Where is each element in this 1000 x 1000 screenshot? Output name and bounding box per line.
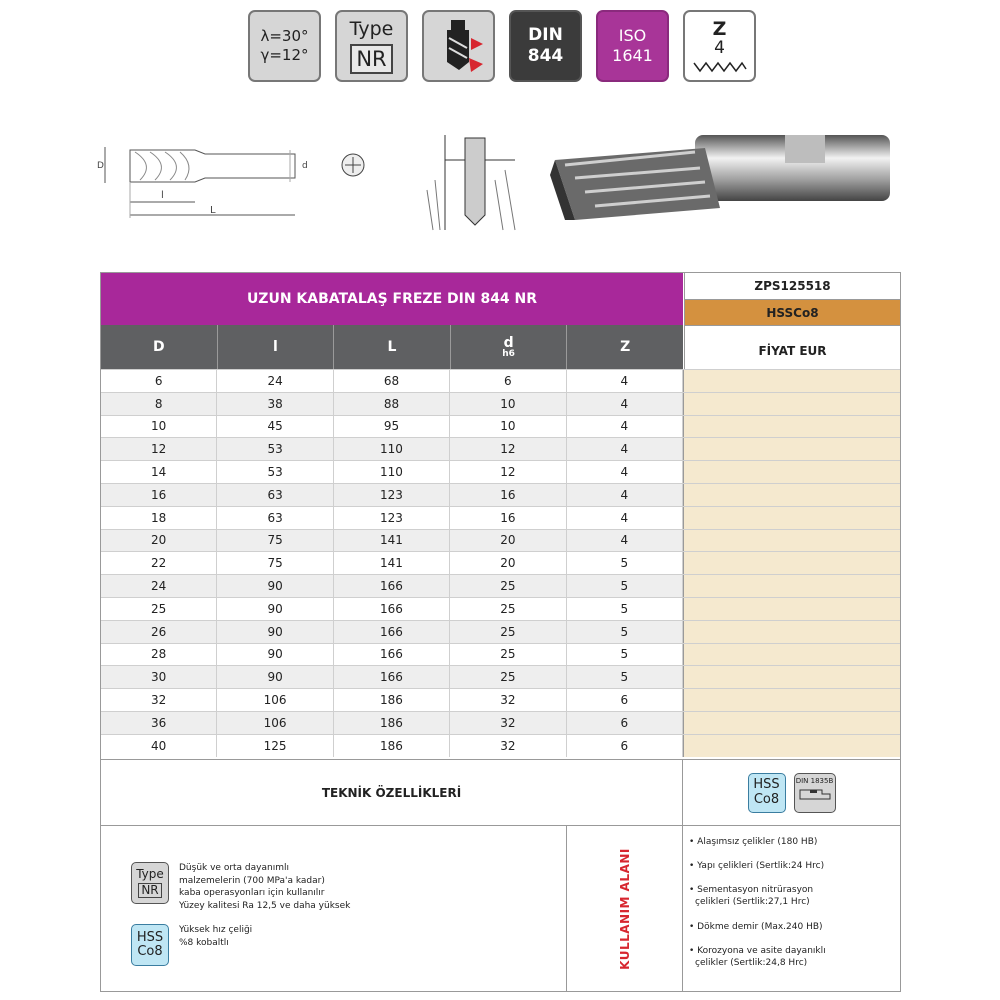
cell-L: 166 bbox=[334, 666, 450, 688]
cell-l: 125 bbox=[217, 735, 333, 757]
din-number: 844 bbox=[527, 46, 564, 66]
cell-Z: 6 bbox=[567, 735, 683, 757]
flute-length-label: l bbox=[161, 190, 164, 201]
price-cell bbox=[683, 644, 900, 666]
cell-Z: 5 bbox=[567, 666, 683, 688]
cell-d: 6 bbox=[450, 370, 566, 392]
product-table bbox=[100, 272, 901, 992]
hss-label: HSS bbox=[753, 777, 780, 793]
usage-area-label: KULLANIM ALANI bbox=[617, 847, 632, 970]
cell-d: 12 bbox=[450, 438, 566, 460]
cell-D: 22 bbox=[101, 552, 217, 574]
cell-Z: 5 bbox=[567, 598, 683, 620]
iso-label: ISO bbox=[618, 26, 647, 45]
price-cell bbox=[683, 438, 900, 460]
table-row bbox=[101, 551, 900, 574]
material-code: HSSCo8 bbox=[684, 299, 900, 325]
cell-D: 6 bbox=[101, 370, 217, 392]
usage-item: • Sementasyon nitrürasyon bbox=[689, 885, 814, 896]
cell-d: 20 bbox=[450, 530, 566, 552]
angle-badge bbox=[248, 10, 321, 82]
price-cell bbox=[683, 370, 900, 392]
cell-L: 68 bbox=[334, 370, 450, 392]
cell-d: 16 bbox=[450, 484, 566, 506]
table-row bbox=[101, 415, 900, 438]
cell-L: 110 bbox=[334, 438, 450, 460]
cell-l: 106 bbox=[217, 689, 333, 711]
hss-co8-icon bbox=[131, 924, 169, 966]
text-line: %8 kobaltlı bbox=[179, 937, 229, 948]
price-cell bbox=[683, 484, 900, 506]
feature-legend bbox=[101, 826, 567, 991]
z-value: 4 bbox=[714, 37, 725, 58]
technical-drawings bbox=[95, 120, 905, 240]
technical-features-row bbox=[101, 759, 900, 825]
cell-d: 10 bbox=[450, 416, 566, 438]
cell-D: 14 bbox=[101, 461, 217, 483]
spec-badges bbox=[248, 10, 756, 82]
usage-item: • Korozyona ve asite dayanıklı bbox=[689, 945, 826, 956]
cell-L: 186 bbox=[334, 689, 450, 711]
cell-L: 166 bbox=[334, 575, 450, 597]
table-row bbox=[101, 620, 900, 643]
cell-L: 186 bbox=[334, 735, 450, 757]
cell-l: 53 bbox=[217, 438, 333, 460]
header-label: D bbox=[152, 339, 165, 355]
header-L bbox=[334, 325, 451, 369]
cell-d: 25 bbox=[450, 666, 566, 688]
header-label: l bbox=[272, 339, 278, 355]
table-row bbox=[101, 483, 900, 506]
header-Z bbox=[567, 325, 683, 369]
lambda-angle: λ=30° bbox=[260, 27, 309, 46]
text-line: Yüksek hız çeliği bbox=[179, 925, 253, 936]
cell-Z: 4 bbox=[567, 393, 683, 415]
cell-Z: 4 bbox=[567, 507, 683, 529]
table-row bbox=[101, 643, 900, 666]
total-length-label: L bbox=[210, 205, 216, 216]
cell-L: 95 bbox=[334, 416, 450, 438]
nr-label: NR bbox=[138, 883, 161, 898]
cell-l: 63 bbox=[217, 484, 333, 506]
cell-d: 20 bbox=[450, 552, 566, 574]
cell-D: 36 bbox=[101, 712, 217, 734]
cell-l: 24 bbox=[217, 370, 333, 392]
price-cell bbox=[683, 416, 900, 438]
co8-label: Co8 bbox=[137, 944, 163, 960]
cell-d: 12 bbox=[450, 461, 566, 483]
price-cell bbox=[683, 393, 900, 415]
price-cell bbox=[683, 666, 900, 688]
cell-D: 24 bbox=[101, 575, 217, 597]
shank-shape-icon bbox=[798, 785, 832, 805]
shank-diameter-label: d bbox=[302, 161, 308, 171]
usage-item: • Dökme demir (Max.240 HB) bbox=[689, 921, 823, 932]
header-l bbox=[218, 325, 335, 369]
cell-D: 20 bbox=[101, 530, 217, 552]
cell-Z: 5 bbox=[567, 621, 683, 643]
hss-co8-legend bbox=[131, 924, 566, 966]
din-1835b-shank-icon bbox=[794, 773, 836, 813]
cell-l: 75 bbox=[217, 552, 333, 574]
cell-Z: 4 bbox=[567, 461, 683, 483]
price-cell bbox=[683, 575, 900, 597]
price-header: FİYAT EUR bbox=[684, 325, 900, 369]
cell-l: 90 bbox=[217, 575, 333, 597]
table-row bbox=[101, 460, 900, 483]
text-line: Yüzey kalitesi Ra 12,5 ve daha yüksek bbox=[179, 900, 351, 911]
cell-l: 45 bbox=[217, 416, 333, 438]
cell-D: 40 bbox=[101, 735, 217, 757]
cell-l: 90 bbox=[217, 666, 333, 688]
cell-d: 25 bbox=[450, 644, 566, 666]
iso-badge bbox=[596, 10, 669, 82]
end-mill-rotation-icon bbox=[431, 18, 487, 74]
cell-d: 25 bbox=[450, 598, 566, 620]
usage-item: • Alaşımsız çelikler (180 HB) bbox=[689, 837, 818, 847]
price-cell bbox=[683, 712, 900, 734]
technical-features-icons bbox=[683, 760, 900, 825]
cell-l: 90 bbox=[217, 598, 333, 620]
cell-d: 25 bbox=[450, 575, 566, 597]
header-label: d bbox=[503, 335, 514, 351]
cell-l: 53 bbox=[217, 461, 333, 483]
cell-l: 63 bbox=[217, 507, 333, 529]
price-cell bbox=[683, 598, 900, 620]
tooth-count-badge bbox=[683, 10, 756, 82]
cell-d: 32 bbox=[450, 712, 566, 734]
table-title: UZUN KABATALAŞ FREZE DIN 844 NR bbox=[101, 273, 683, 325]
cell-D: 26 bbox=[101, 621, 217, 643]
cell-D: 18 bbox=[101, 507, 217, 529]
co8-label: Co8 bbox=[753, 791, 780, 807]
table-row bbox=[101, 688, 900, 711]
cell-Z: 6 bbox=[567, 689, 683, 711]
cell-L: 166 bbox=[334, 598, 450, 620]
header-label: Z bbox=[620, 339, 631, 355]
table-row bbox=[101, 437, 900, 460]
cell-Z: 4 bbox=[567, 370, 683, 392]
table-row bbox=[101, 369, 900, 392]
usage-item: • Yapı çelikleri (Sertlik:24 Hrc) bbox=[689, 861, 825, 872]
cell-D: 30 bbox=[101, 666, 217, 688]
cell-D: 28 bbox=[101, 644, 217, 666]
price-cell bbox=[683, 507, 900, 529]
cutting-direction-icon bbox=[422, 10, 495, 82]
price-cell bbox=[683, 461, 900, 483]
cell-Z: 6 bbox=[567, 712, 683, 734]
cell-L: 88 bbox=[334, 393, 450, 415]
product-code: ZPS125518 bbox=[684, 273, 900, 299]
table-row bbox=[101, 506, 900, 529]
diameter-label: D bbox=[97, 161, 104, 171]
price-cell bbox=[683, 621, 900, 643]
end-mill-drawing bbox=[95, 120, 905, 240]
type-nr-description bbox=[179, 862, 350, 912]
cell-Z: 5 bbox=[567, 644, 683, 666]
cell-D: 10 bbox=[101, 416, 217, 438]
cell-l: 38 bbox=[217, 393, 333, 415]
table-row bbox=[101, 529, 900, 552]
cell-Z: 4 bbox=[567, 416, 683, 438]
type-badge bbox=[335, 10, 408, 82]
table-row bbox=[101, 734, 900, 757]
type-label: Type bbox=[349, 18, 394, 40]
description-section bbox=[101, 825, 900, 991]
cell-l: 90 bbox=[217, 644, 333, 666]
cell-d: 10 bbox=[450, 393, 566, 415]
usage-area-label-cell bbox=[567, 826, 683, 991]
cell-Z: 4 bbox=[567, 530, 683, 552]
din-badge bbox=[509, 10, 582, 82]
table-row bbox=[101, 665, 900, 688]
header-D bbox=[101, 325, 218, 369]
teeth-icon bbox=[692, 59, 748, 73]
type-value: NR bbox=[350, 44, 392, 74]
text-line: Düşük ve orta dayanımlı bbox=[179, 863, 289, 873]
table-row bbox=[101, 711, 900, 734]
cell-d: 32 bbox=[450, 689, 566, 711]
cell-D: 8 bbox=[101, 393, 217, 415]
iso-number: 1641 bbox=[612, 46, 653, 65]
technical-features-label: TEKNİK ÖZELLİKLERİ bbox=[101, 760, 683, 825]
text-line: kaba operasyonları için kullanılır bbox=[179, 888, 325, 899]
usage-list bbox=[683, 826, 900, 991]
cell-l: 90 bbox=[217, 621, 333, 643]
cell-D: 25 bbox=[101, 598, 217, 620]
cell-L: 186 bbox=[334, 712, 450, 734]
table-row bbox=[101, 392, 900, 415]
price-cell bbox=[683, 689, 900, 711]
cell-Z: 4 bbox=[567, 438, 683, 460]
type-nr-legend bbox=[131, 862, 566, 912]
price-cell bbox=[683, 735, 900, 757]
table-body bbox=[101, 369, 900, 757]
gamma-angle: γ=12° bbox=[260, 46, 309, 64]
type-label: Type bbox=[136, 867, 164, 882]
hss-label: HSS bbox=[136, 930, 164, 946]
cell-L: 123 bbox=[334, 484, 450, 506]
header-d bbox=[451, 325, 568, 369]
table-row bbox=[101, 574, 900, 597]
cell-l: 106 bbox=[217, 712, 333, 734]
cell-L: 123 bbox=[334, 507, 450, 529]
cell-D: 12 bbox=[101, 438, 217, 460]
header-tolerance: h6 bbox=[502, 349, 515, 359]
cell-d: 32 bbox=[450, 735, 566, 757]
cell-D: 32 bbox=[101, 689, 217, 711]
cell-L: 166 bbox=[334, 644, 450, 666]
din-label: DIN bbox=[528, 24, 563, 45]
text-line: malzemelerin (700 MPa'a kadar) bbox=[179, 875, 325, 886]
cell-d: 25 bbox=[450, 621, 566, 643]
price-cell bbox=[683, 552, 900, 574]
z-label: Z bbox=[712, 18, 727, 40]
header-label: L bbox=[387, 339, 397, 355]
type-nr-icon bbox=[131, 862, 169, 904]
cell-L: 141 bbox=[334, 552, 450, 574]
cell-d: 16 bbox=[450, 507, 566, 529]
cell-L: 166 bbox=[334, 621, 450, 643]
hss-co8-icon bbox=[748, 773, 786, 813]
hss-co8-description bbox=[179, 924, 252, 949]
cell-L: 141 bbox=[334, 530, 450, 552]
usage-item: çelikleri (Sertlik:27,1 Hrc) bbox=[695, 897, 810, 908]
column-headers bbox=[101, 325, 683, 369]
cell-Z: 4 bbox=[567, 484, 683, 506]
cell-L: 110 bbox=[334, 461, 450, 483]
cell-Z: 5 bbox=[567, 575, 683, 597]
cell-l: 75 bbox=[217, 530, 333, 552]
table-row bbox=[101, 597, 900, 620]
usage-item: çelikler (Sertlik:24,8 Hrc) bbox=[695, 957, 808, 968]
price-cell bbox=[683, 530, 900, 552]
cell-Z: 5 bbox=[567, 552, 683, 574]
din-1835b-label: DIN 1835B bbox=[795, 776, 834, 785]
cell-D: 16 bbox=[101, 484, 217, 506]
